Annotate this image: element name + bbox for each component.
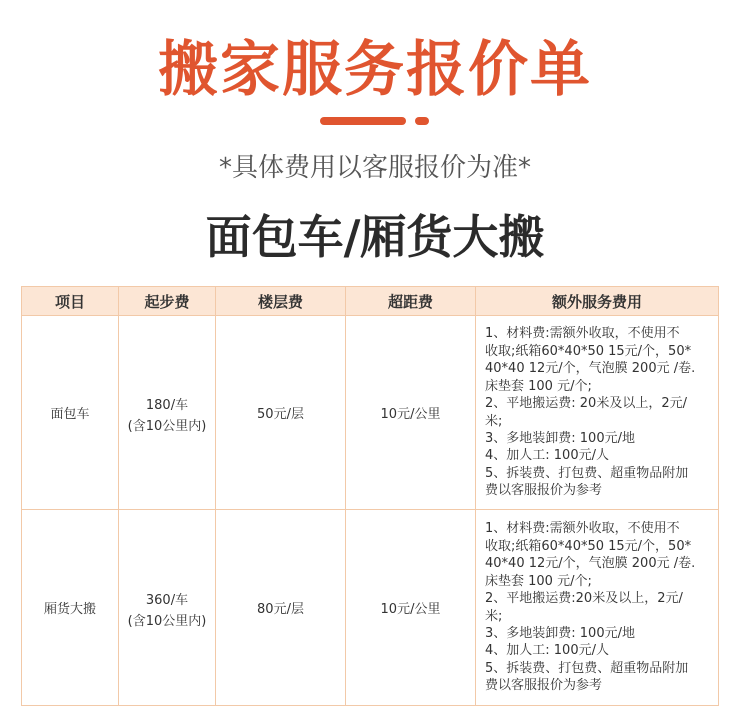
extra-fee-line: 2、平地搬运费:20米及以上，2元/ xyxy=(485,591,683,607)
extra-fee-line: 4、加人工: 100元/人 xyxy=(485,643,609,659)
cell-item: 厢货大搬 xyxy=(22,510,119,706)
extra-fee-line: 米; xyxy=(485,413,503,429)
column-header-floor-fee: 楼层费 xyxy=(216,287,346,316)
cell-start-fee xyxy=(119,510,216,706)
title-divider-long xyxy=(320,117,406,125)
table-header-row xyxy=(22,287,719,316)
price-note: *具体费用以客服报价为准* xyxy=(218,153,531,183)
extra-fee-line: 3、多地装卸费: 100元/地 xyxy=(485,625,635,641)
start-fee-value: 180/车 xyxy=(145,397,189,413)
extra-fee-line: 收取;纸箱60*40*50 15元/个，50* xyxy=(485,343,692,359)
extra-fee-line: 5、拆装费、打包费、超重物品附加 xyxy=(485,660,689,676)
price-table xyxy=(21,286,719,706)
table-row xyxy=(22,316,719,510)
column-header-item: 项目 xyxy=(22,287,119,316)
cell-start-fee xyxy=(119,316,216,510)
cell-distance-fee: 10元/公里 xyxy=(346,316,476,510)
column-header-distance-fee: 超距费 xyxy=(346,287,476,316)
start-fee-note: (含10公里内) xyxy=(127,418,207,434)
extra-fee-line: 床垫套 100 元/个; xyxy=(485,573,592,589)
start-fee-note: (含10公里内) xyxy=(127,613,207,629)
column-header-start-fee: 起步费 xyxy=(119,287,216,316)
page-title: 搬家服务报价单 xyxy=(158,35,592,105)
section-title: 面包车/厢货大搬 xyxy=(205,210,545,264)
extra-fee-line: 40*40 12元/个，气泡膜 200元 /卷. xyxy=(485,361,696,377)
extra-fee-line: 3、多地装卸费: 100元/地 xyxy=(485,430,635,446)
column-header-extra-fee: 额外服务费用 xyxy=(476,287,719,316)
cell-floor-fee: 50元/层 xyxy=(216,316,346,510)
extra-fee-line: 费以客服报价为参考 xyxy=(485,483,603,499)
extra-fee-line: 1、材料费:需额外收取，不使用不 xyxy=(485,326,680,342)
extra-fee-line: 费以客服报价为参考 xyxy=(485,678,603,694)
cell-extra-fee xyxy=(476,316,719,510)
extra-fee-line: 收取;纸箱60*40*50 15元/个，50* xyxy=(485,538,692,554)
extra-fee-line: 5、拆装费、打包费、超重物品附加 xyxy=(485,465,689,481)
extra-fee-line: 米; xyxy=(485,608,503,624)
extra-fee-line: 40*40 12元/个，气泡膜 200元 /卷. xyxy=(485,556,696,572)
extra-fee-line: 床垫套 100 元/个; xyxy=(485,378,592,394)
table-row xyxy=(22,510,719,706)
cell-extra-fee xyxy=(476,510,719,706)
cell-distance-fee: 10元/公里 xyxy=(346,510,476,706)
cell-floor-fee: 80元/层 xyxy=(216,510,346,706)
title-divider-short xyxy=(415,117,429,125)
start-fee-value: 360/车 xyxy=(145,592,189,608)
extra-fee-line: 2、平地搬运费: 20米及以上，2元/ xyxy=(485,396,687,412)
cell-item: 面包车 xyxy=(22,316,119,510)
extra-fee-line: 4、加人工: 100元/人 xyxy=(485,448,609,464)
extra-fee-line: 1、材料费:需额外收取，不使用不 xyxy=(485,521,680,537)
